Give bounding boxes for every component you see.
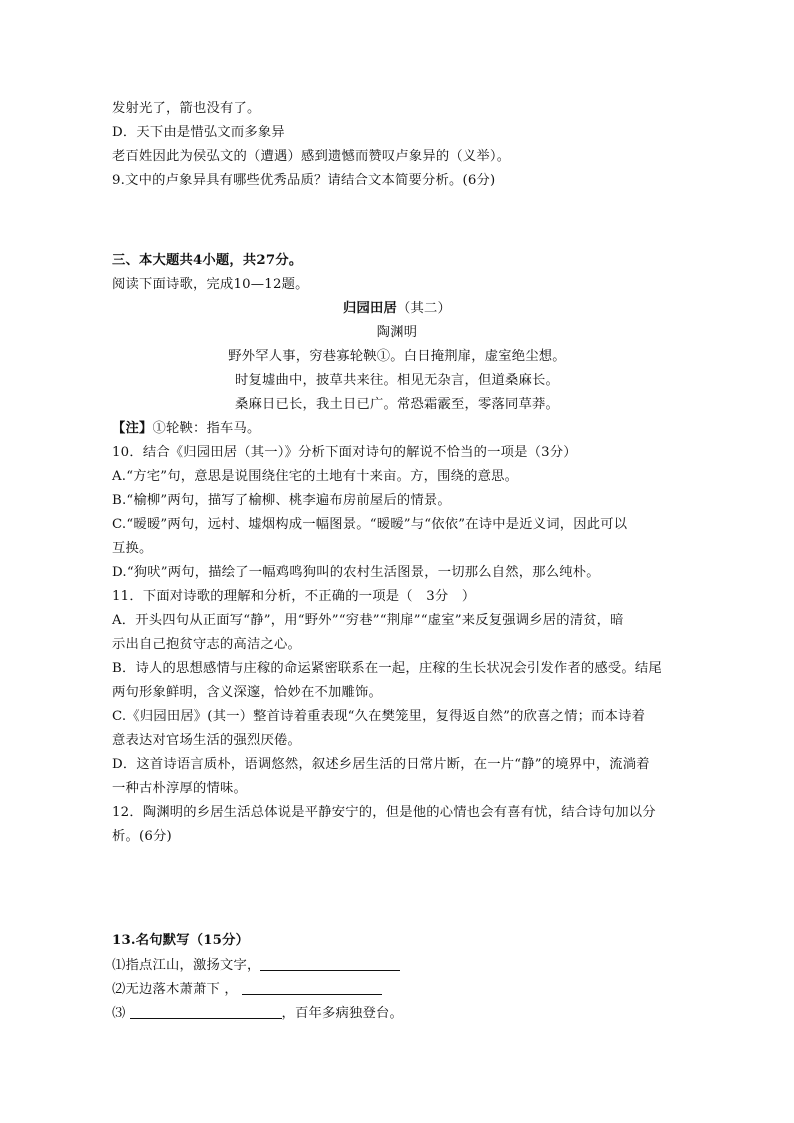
question-9: 9.文中的卢象异具有哪些优秀品质？请结合文本简要分析。(6分) <box>112 173 496 188</box>
item-number: ⑶ <box>112 1006 126 1021</box>
q11-option-b-cont: 两句形象鲜明，含义深邃，恰妙在不加雕饰。 <box>112 685 382 700</box>
poem-title-line <box>0 300 794 318</box>
q11-option-c-cont: 意表达对官场生活的强烈厌倦。 <box>112 733 301 748</box>
text-line: 发射光了，箭也没有了。 <box>112 101 261 116</box>
note-label: 【注】 <box>112 421 153 436</box>
q10-option-d: D.“狗吠”两句，描绘了一幅鸡鸣狗叫的农村生活图景，一切那么自然，那么纯朴。 <box>112 565 600 580</box>
poem-line: 桑麻日已长，我土日已广。常恐霜霰至，零落同草莽。 <box>235 397 559 412</box>
section-heading: 三、本大题共4小题，共27分。 <box>112 253 303 268</box>
section-intro: 阅读下面诗歌，完成10—12题。 <box>112 277 309 292</box>
option-d: D．天下由是惜弘文而多象异 <box>112 125 285 140</box>
option-d-note: 老百姓因此为侯弘文的（遭遇）感到遗憾而赞叹卢象异的（义举）。 <box>112 149 511 164</box>
note-text: ①轮鞅：指车马。 <box>152 421 261 436</box>
poem-line: 野外罕人事，穷巷寡轮鞅①。白日掩荆扉，虚室绝尘想。 <box>228 349 566 364</box>
poem-title: 归园田居 <box>343 301 397 316</box>
answer-blank[interactable] <box>242 980 382 995</box>
question-12: 12．陶渊明的乡居生活总体说是平静安宁的，但是他的心情也会有喜有忧，结合诗句加以分 <box>112 805 656 820</box>
item-text: 指点江山，激扬文字， <box>125 958 261 973</box>
poem-line: 时复墟曲中，披草共来往。相见无杂言，但道桑麻长。 <box>235 373 559 388</box>
q11-option-a-cont: 示出自己抱贫守志的高洁之心。 <box>112 637 301 652</box>
question-12-cont: 析。(6分) <box>112 829 172 844</box>
poem-subtitle: （其二） <box>397 301 451 316</box>
q10-option-a: A.“方宅”句，意思是说围绕住宅的土地有十来亩。方，围绕的意思。 <box>112 469 519 484</box>
question-13-heading: 13.名句默写（15分） <box>112 933 250 948</box>
answer-blank[interactable] <box>130 1004 282 1019</box>
answer-blank[interactable] <box>260 956 400 971</box>
poem-author: 陶渊明 <box>376 325 418 340</box>
q10-option-b: B.“榆柳”两句，描写了榆柳、桃李遍布房前屋后的情景。 <box>112 493 451 508</box>
item-number: ⑴ <box>112 958 126 973</box>
item-text: 无边落木萧萧下 ， <box>125 982 238 997</box>
question-11: 11．下面对诗歌的理解和分析，不正确的一项是（ 3分 ） <box>112 589 476 604</box>
q11-option-a: A．开头四句从正面写“静”，用“野外”“穷巷”“荆扉”“虚室”来反复强调乡居的清贫，暗 <box>112 613 624 628</box>
q13-item-2 <box>112 980 382 999</box>
poem-note <box>112 420 260 438</box>
question-10: 10．结合《归园田居（其一）》分析下面对诗句的解说不恰当的一项是（3分） <box>112 445 577 460</box>
q11-option-c: C.《归园田居》(其一）整首诗着重表现“久在樊笼里，复得返自然”的欣喜之情；而本诗着 <box>112 709 646 724</box>
q10-option-c: C.“暧暧”两句，远村、墟烟构成一幅图景。“暧暧”与“依依”在诗中是近义词，因此可以 <box>112 517 628 532</box>
q11-option-b: B．诗人的思想感情与庄稼的命运紧密联系在一起，庄稼的生长状况会引发作者的感受。结尾 <box>112 661 662 676</box>
q13-item-1 <box>112 956 400 975</box>
item-number: ⑵ <box>112 982 126 997</box>
item-text: ，百年多病独登台。 <box>281 1006 403 1021</box>
q13-item-3 <box>112 1004 403 1023</box>
q11-option-d-cont: 一种古朴淳厚的情味。 <box>112 781 247 796</box>
q11-option-d: D．这首诗语言质朴，语调悠然，叙述乡居生活的日常片断，在一片“静”的境界中，流淌着 <box>112 757 650 772</box>
q10-option-c-cont: 互换。 <box>112 541 153 556</box>
